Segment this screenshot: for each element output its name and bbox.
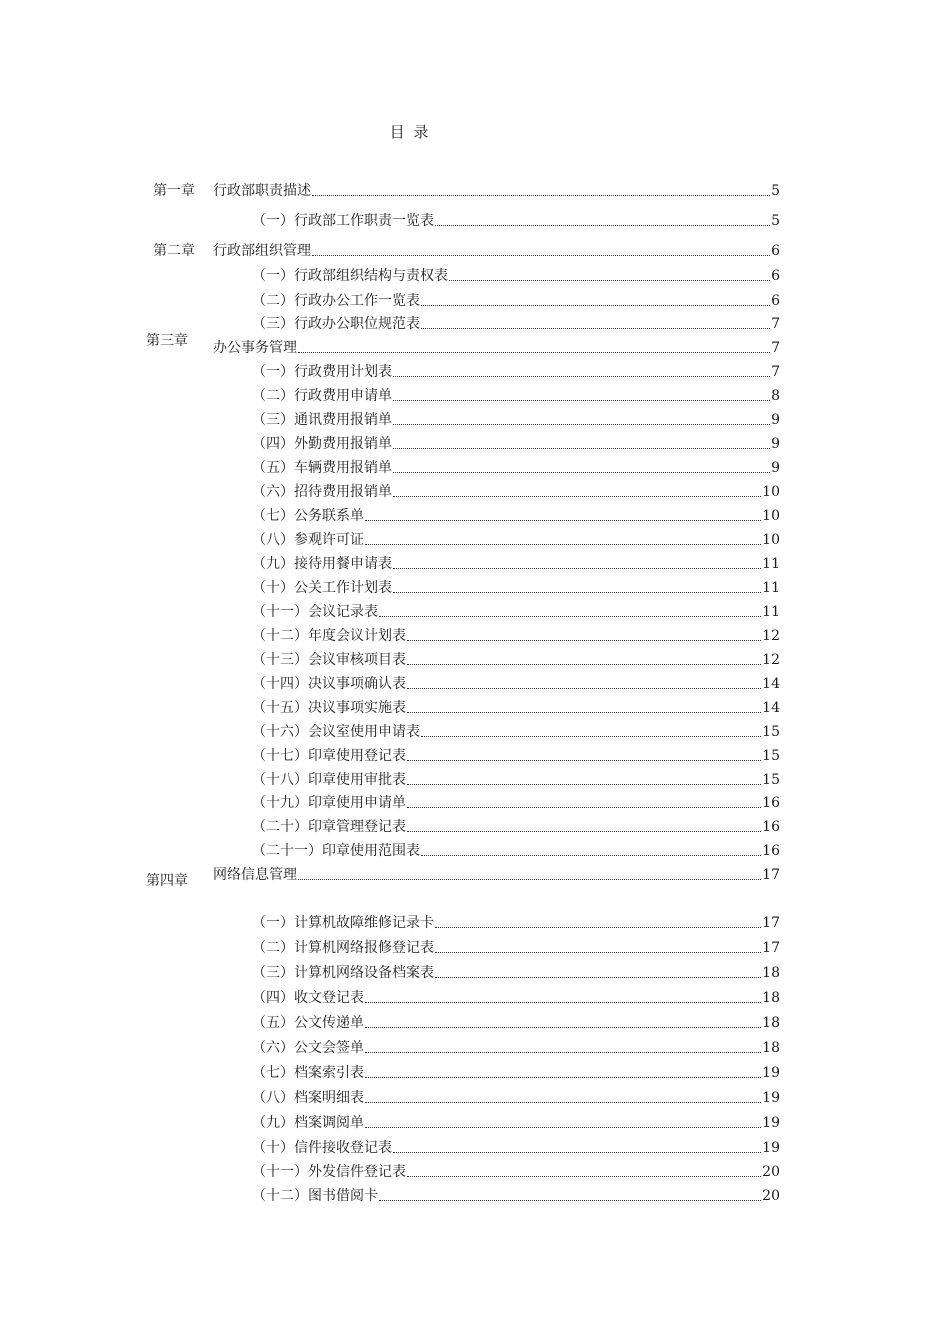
toc-chapter-title: 行政部组织管理 bbox=[213, 243, 311, 259]
page-number: 6 bbox=[771, 268, 780, 284]
toc-entry[interactable] bbox=[252, 578, 780, 598]
page-number: 10 bbox=[762, 532, 780, 548]
dot-leader bbox=[365, 543, 761, 545]
toc-entry-title: （五）车辆费用报销单 bbox=[252, 460, 392, 476]
toc-entry-title: （十七）印章使用登记表 bbox=[252, 748, 406, 764]
toc-entry-title: （二）行政办公工作一览表 bbox=[252, 293, 420, 309]
toc-entry-title: （一）行政部工作职责一览表 bbox=[252, 213, 434, 229]
dot-leader bbox=[407, 639, 761, 641]
toc-entry[interactable] bbox=[252, 410, 780, 430]
toc-entry[interactable] bbox=[252, 1162, 780, 1182]
page-number: 19 bbox=[762, 1115, 780, 1131]
page-number: 11 bbox=[762, 604, 780, 620]
toc-entry[interactable] bbox=[252, 674, 780, 694]
toc-entry-title: （八）参观许可证 bbox=[252, 532, 364, 548]
page-number: 9 bbox=[771, 412, 780, 428]
dot-leader bbox=[365, 1026, 761, 1028]
dot-leader bbox=[365, 1101, 761, 1103]
toc-entry-title: （六）招待费用报销单 bbox=[252, 484, 392, 500]
toc-entry-title: （一）计算机故障维修记录卡 bbox=[252, 915, 434, 931]
dot-leader bbox=[365, 1001, 761, 1003]
toc-entry[interactable] bbox=[252, 1186, 780, 1206]
dot-leader bbox=[435, 951, 761, 953]
dot-leader bbox=[393, 375, 770, 377]
toc-entry-title: （二十一）印章使用范围表 bbox=[252, 843, 420, 859]
page-number: 11 bbox=[762, 556, 780, 572]
toc-entry-title: （一）行政部组织结构与责权表 bbox=[252, 268, 448, 284]
dot-leader bbox=[407, 783, 761, 785]
toc-entry[interactable] bbox=[252, 1138, 780, 1158]
page-number: 18 bbox=[762, 1040, 780, 1056]
page-number: 5 bbox=[771, 183, 780, 199]
chapter-label: 第四章 bbox=[146, 873, 188, 889]
page-number: 18 bbox=[762, 1015, 780, 1031]
page-number: 16 bbox=[762, 819, 780, 835]
toc-entry[interactable] bbox=[252, 793, 780, 813]
toc-entry[interactable] bbox=[252, 530, 780, 550]
chapter-label: 第一章 bbox=[153, 183, 195, 199]
dot-leader bbox=[393, 399, 770, 401]
dot-leader bbox=[365, 1051, 761, 1053]
toc-entry[interactable] bbox=[252, 1113, 780, 1133]
page-number: 14 bbox=[762, 676, 780, 692]
page-number: 6 bbox=[771, 243, 780, 259]
page-number: 9 bbox=[771, 436, 780, 452]
page-number: 5 bbox=[771, 213, 780, 229]
dot-leader bbox=[421, 304, 770, 306]
dot-leader bbox=[298, 351, 770, 353]
toc-entry-title: （九）档案调阅单 bbox=[252, 1115, 364, 1131]
toc-entry-title: （十）信件接收登记表 bbox=[252, 1140, 392, 1156]
dot-leader bbox=[407, 759, 761, 761]
dot-leader bbox=[435, 976, 761, 978]
page-number: 17 bbox=[762, 867, 780, 883]
page-number: 14 bbox=[762, 700, 780, 716]
toc-entry-title: （二）行政费用申请单 bbox=[252, 388, 392, 404]
toc-chapter-line[interactable] bbox=[213, 181, 780, 201]
page-number: 17 bbox=[762, 915, 780, 931]
dot-leader bbox=[407, 806, 761, 808]
toc-entry[interactable] bbox=[252, 650, 780, 670]
toc-entry-title: （二）计算机网络报修登记表 bbox=[252, 940, 434, 956]
page-number: 9 bbox=[771, 460, 780, 476]
toc-entry-title: （十六）会议室使用申请表 bbox=[252, 724, 420, 740]
toc-entry-title: （十一）会议记录表 bbox=[252, 604, 378, 620]
page-number: 16 bbox=[762, 795, 780, 811]
toc-entry[interactable] bbox=[252, 1013, 780, 1033]
toc-entry[interactable] bbox=[252, 458, 780, 478]
toc-entry[interactable] bbox=[252, 554, 780, 574]
dot-leader bbox=[393, 423, 770, 425]
toc-chapter-line[interactable] bbox=[213, 865, 780, 885]
page-number: 16 bbox=[762, 843, 780, 859]
page-number: 7 bbox=[771, 340, 780, 356]
toc-entry[interactable] bbox=[252, 698, 780, 718]
toc-entry[interactable] bbox=[252, 506, 780, 526]
page-number: 8 bbox=[771, 388, 780, 404]
dot-leader bbox=[312, 194, 770, 196]
toc-entry-title: （十九）印章使用申请单 bbox=[252, 795, 406, 811]
dot-leader bbox=[407, 663, 761, 665]
toc-entry-title: （一）行政费用计划表 bbox=[252, 364, 392, 380]
toc-entry[interactable] bbox=[252, 746, 780, 766]
toc-entry-title: （六）公文会签单 bbox=[252, 1040, 364, 1056]
toc-entry-title: （二十）印章管理登记表 bbox=[252, 819, 406, 835]
toc-entry-title: （三）行政办公职位规范表 bbox=[252, 316, 420, 332]
toc-entry-title: （九）接待用餐申请表 bbox=[252, 556, 392, 572]
toc-entry[interactable] bbox=[252, 434, 780, 454]
toc-entry[interactable] bbox=[252, 314, 780, 334]
toc-entry-title: （七）档案索引表 bbox=[252, 1065, 364, 1081]
toc-entry-title: （十三）会议审核项目表 bbox=[252, 652, 406, 668]
toc-chapter-line[interactable] bbox=[213, 338, 780, 358]
toc-entry-title: （十二）年度会议计划表 bbox=[252, 628, 406, 644]
dot-leader bbox=[421, 735, 761, 737]
toc-entry-title: （十四）决议事项确认表 bbox=[252, 676, 406, 692]
page-number: 15 bbox=[762, 748, 780, 764]
page-number: 17 bbox=[762, 940, 780, 956]
toc-entry[interactable] bbox=[252, 1063, 780, 1083]
dot-leader bbox=[407, 711, 761, 713]
toc-entry[interactable] bbox=[252, 913, 780, 933]
page-number: 12 bbox=[762, 628, 780, 644]
page-number: 18 bbox=[762, 965, 780, 981]
page-number: 12 bbox=[762, 652, 780, 668]
page-number: 19 bbox=[762, 1090, 780, 1106]
toc-entry-title: （十）公关工作计划表 bbox=[252, 580, 392, 596]
toc-entry[interactable] bbox=[252, 602, 780, 622]
dot-leader bbox=[379, 1199, 761, 1201]
toc-entry[interactable] bbox=[252, 266, 780, 286]
toc-entry[interactable] bbox=[252, 291, 780, 311]
toc-chapter-title: 行政部职责描述 bbox=[213, 183, 311, 199]
toc-entry[interactable] bbox=[252, 626, 780, 646]
toc-entry[interactable] bbox=[252, 211, 780, 231]
dot-leader bbox=[407, 687, 761, 689]
page-number: 20 bbox=[762, 1188, 780, 1204]
toc-entry[interactable] bbox=[252, 770, 780, 790]
toc-chapter-title: 网络信息管理 bbox=[213, 867, 297, 883]
dot-leader bbox=[421, 327, 770, 329]
dot-leader bbox=[393, 591, 761, 593]
dot-leader bbox=[421, 854, 761, 856]
page-number: 7 bbox=[771, 364, 780, 380]
chapter-label: 第三章 bbox=[146, 333, 188, 349]
toc-title: 目 录 bbox=[389, 123, 431, 141]
dot-leader bbox=[379, 615, 761, 617]
dot-leader bbox=[365, 519, 761, 521]
toc-chapter-line[interactable] bbox=[213, 241, 780, 261]
page-number: 15 bbox=[762, 772, 780, 788]
dot-leader bbox=[393, 495, 761, 497]
dot-leader bbox=[435, 224, 770, 226]
dot-leader bbox=[449, 279, 770, 281]
toc-entry[interactable] bbox=[252, 1038, 780, 1058]
dot-leader bbox=[312, 254, 770, 256]
toc-entry[interactable] bbox=[252, 841, 780, 861]
toc-entry-title: （四）收文登记表 bbox=[252, 990, 364, 1006]
dot-leader bbox=[365, 1126, 761, 1128]
toc-entry[interactable] bbox=[252, 817, 780, 837]
toc-entry-title: （三）通讯费用报销单 bbox=[252, 412, 392, 428]
dot-leader bbox=[393, 1151, 761, 1153]
toc-entry[interactable] bbox=[252, 988, 780, 1008]
toc-entry-title: （十五）决议事项实施表 bbox=[252, 700, 406, 716]
page-number: 19 bbox=[762, 1065, 780, 1081]
page-number: 11 bbox=[762, 580, 780, 596]
toc-entry-title: （十二）图书借阅卡 bbox=[252, 1188, 378, 1204]
toc-entry-title: （三）计算机网络设备档案表 bbox=[252, 965, 434, 981]
toc-entry-title: （十一）外发信件登记表 bbox=[252, 1164, 406, 1180]
dot-leader bbox=[393, 447, 770, 449]
toc-entry-title: （七）公务联系单 bbox=[252, 508, 364, 524]
page-number: 10 bbox=[762, 484, 780, 500]
dot-leader bbox=[298, 878, 761, 880]
toc-entry[interactable] bbox=[252, 386, 780, 406]
page-number: 10 bbox=[762, 508, 780, 524]
page-number: 20 bbox=[762, 1164, 780, 1180]
toc-entry-title: （五）公文传递单 bbox=[252, 1015, 364, 1031]
dot-leader bbox=[365, 1076, 761, 1078]
toc-entry[interactable] bbox=[252, 722, 780, 742]
page-number: 15 bbox=[762, 724, 780, 740]
page-number: 18 bbox=[762, 990, 780, 1006]
chapter-label: 第二章 bbox=[153, 243, 195, 259]
page-number: 7 bbox=[771, 316, 780, 332]
toc-entry[interactable] bbox=[252, 938, 780, 958]
toc-entry[interactable] bbox=[252, 963, 780, 983]
toc-entry[interactable] bbox=[252, 482, 780, 502]
toc-entry-title: （十八）印章使用审批表 bbox=[252, 772, 406, 788]
dot-leader bbox=[435, 926, 761, 928]
toc-chapter-title: 办公事务管理 bbox=[213, 340, 297, 356]
toc-entry-title: （八）档案明细表 bbox=[252, 1090, 364, 1106]
dot-leader bbox=[407, 1175, 761, 1177]
toc-entry[interactable] bbox=[252, 1088, 780, 1108]
toc-entry[interactable] bbox=[252, 362, 780, 382]
dot-leader bbox=[393, 471, 770, 473]
toc-entry-title: （四）外勤费用报销单 bbox=[252, 436, 392, 452]
dot-leader bbox=[407, 830, 761, 832]
page-number: 19 bbox=[762, 1140, 780, 1156]
dot-leader bbox=[393, 567, 761, 569]
page-number: 6 bbox=[771, 293, 780, 309]
